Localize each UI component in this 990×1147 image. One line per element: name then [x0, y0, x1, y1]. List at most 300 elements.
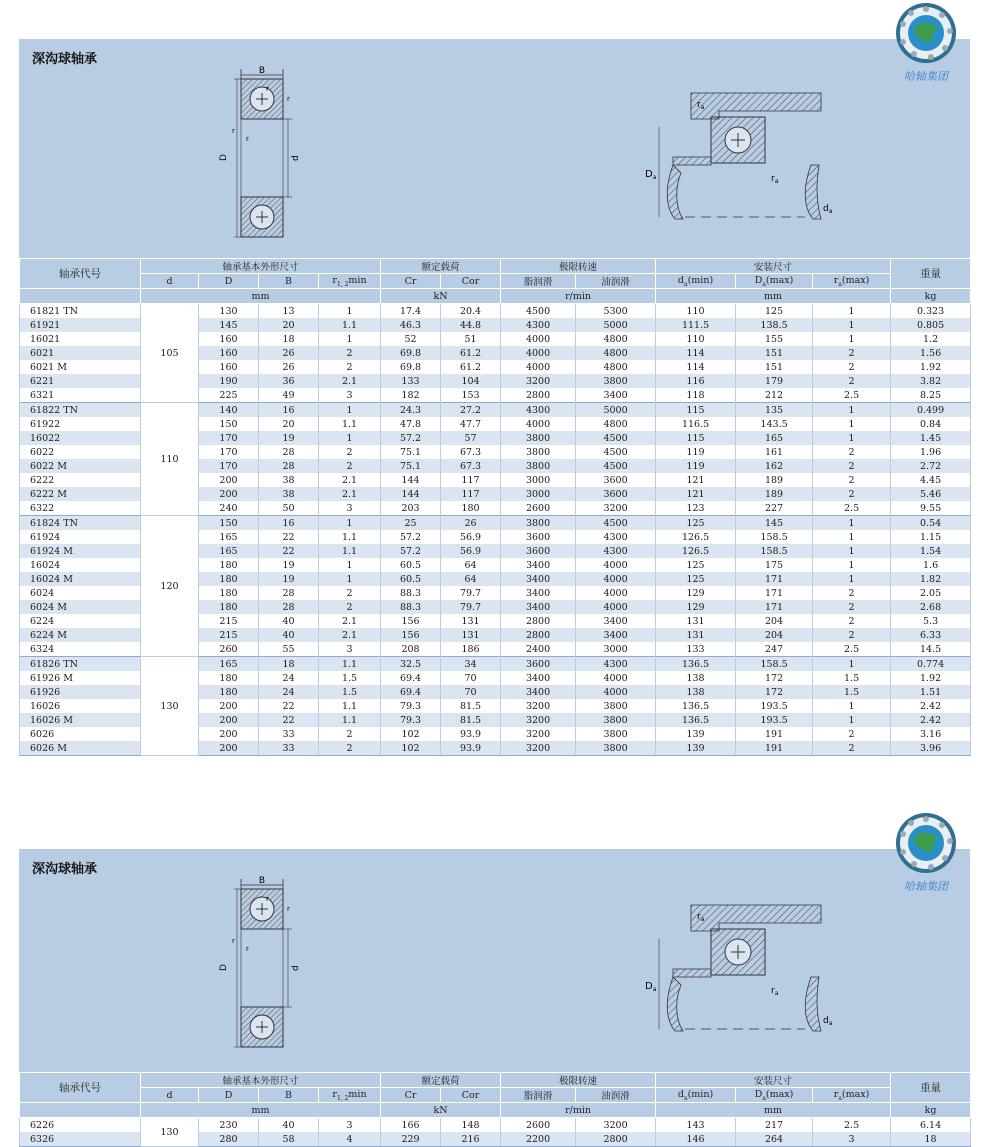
th-unit-kn: kN — [381, 289, 501, 304]
table-cell: 3200 — [501, 727, 576, 741]
table-cell: 0.84 — [891, 417, 971, 431]
table-cell: 4500 — [576, 516, 656, 531]
table-row — [20, 403, 971, 418]
table-cell: 180 — [441, 501, 501, 516]
table-cell: 3200 — [501, 699, 576, 713]
bearing-code: 61924 M — [20, 544, 141, 558]
bearing-code: 61826 TN — [20, 657, 141, 672]
brand-name-1: 哈轴集团 — [904, 70, 948, 83]
table-cell: 2 — [319, 600, 381, 614]
table-cell: 3400 — [576, 388, 656, 403]
table-cell: 2 — [813, 586, 891, 600]
th-B: B — [259, 274, 319, 289]
table-cell: 1 — [813, 713, 891, 727]
table-cell: 1.1 — [319, 699, 381, 713]
th-unit-kg-2: kg — [891, 1103, 971, 1118]
table-cell: 2 — [813, 487, 891, 501]
table-cell: 216 — [441, 1132, 501, 1147]
bearing-code: 16026 — [20, 699, 141, 713]
table-cell: 2 — [813, 628, 891, 642]
section-2-header — [19, 849, 970, 1072]
table-cell: 2 — [319, 346, 381, 360]
globe-bearing-icon — [895, 2, 957, 64]
bore-diameter: 120 — [141, 516, 199, 657]
table-cell: 64 — [441, 572, 501, 586]
table-cell: 52 — [381, 332, 441, 346]
table-cell: 4000 — [576, 558, 656, 572]
table-cell: 129 — [656, 586, 736, 600]
bearing-code: 61924 — [20, 530, 141, 544]
label-r1-left-2: r — [232, 937, 235, 945]
table-cell: 180 — [199, 685, 259, 699]
table-cell: 1.51 — [891, 685, 971, 699]
table-cell: 1 — [813, 403, 891, 418]
table-cell: 156 — [381, 614, 441, 628]
table-cell: 51 — [441, 332, 501, 346]
th-unit-kg: kg — [891, 289, 971, 304]
table-cell: 264 — [736, 1132, 813, 1147]
table-cell: 24 — [259, 671, 319, 685]
table-cell: 79.3 — [381, 699, 441, 713]
table-cell: 155 — [736, 332, 813, 346]
table-cell: 3200 — [576, 501, 656, 516]
label-da-2: $d_a$ — [823, 1016, 833, 1027]
table-cell: 20 — [259, 417, 319, 431]
table-cell: 2 — [319, 586, 381, 600]
th-oil: 油润滑 — [576, 274, 656, 289]
table-cell: 1 — [813, 431, 891, 445]
table-cell: 1.6 — [891, 558, 971, 572]
table-cell: 138 — [656, 671, 736, 685]
table-cell: 193.5 — [736, 699, 813, 713]
table-cell: 204 — [736, 614, 813, 628]
table-cell: 3 — [319, 1118, 381, 1133]
bearing-code: 6026 M — [20, 741, 141, 756]
table-cell: 1.5 — [319, 685, 381, 699]
th-Da-max: $D_a(\max)$ — [736, 274, 813, 289]
label-r2-top-2: r — [266, 895, 269, 903]
table-cell: 4.45 — [891, 473, 971, 487]
table-cell: 2 — [813, 741, 891, 756]
table-cell: 6.14 — [891, 1118, 971, 1133]
table-cell: 4800 — [576, 360, 656, 374]
label-ra-top-2: $r_a$ — [697, 912, 705, 923]
table-cell: 182 — [381, 388, 441, 403]
bearing-code: 6324 — [20, 642, 141, 657]
table-cell: 67.3 — [441, 445, 501, 459]
table-cell: 2 — [319, 741, 381, 756]
table-cell: 4000 — [576, 572, 656, 586]
label-B-2: B — [258, 876, 266, 886]
table-cell: 225 — [199, 388, 259, 403]
table-cell: 1.5 — [319, 671, 381, 685]
label-r2-left: r — [246, 135, 249, 143]
table-cell: 1.5 — [813, 671, 891, 685]
table-cell: 60.5 — [381, 558, 441, 572]
table-cell: 18 — [259, 332, 319, 346]
table-cell: 131 — [656, 614, 736, 628]
table-cell: 22 — [259, 699, 319, 713]
table-cell: 75.1 — [381, 445, 441, 459]
table-cell: 2.5 — [813, 388, 891, 403]
table-cell: 131 — [656, 628, 736, 642]
table-cell: 4500 — [576, 445, 656, 459]
table-cell: 2.5 — [813, 642, 891, 657]
table-cell: 148 — [441, 1118, 501, 1133]
label-d-2: d — [291, 965, 301, 971]
table-cell: 4000 — [576, 671, 656, 685]
bearing-code: 6024 M — [20, 600, 141, 614]
th-Da-max-2: $D_a(\max)$ — [736, 1088, 813, 1103]
table-cell: 125 — [656, 572, 736, 586]
th-cor-2: Cor — [441, 1088, 501, 1103]
table-cell: 143.5 — [736, 417, 813, 431]
table-cell: 58 — [259, 1132, 319, 1147]
table-cell: 88.3 — [381, 600, 441, 614]
th-speed-2: 极限转速 — [501, 1073, 656, 1088]
th-cr-2: Cr — [381, 1088, 441, 1103]
table-cell: 1 — [813, 530, 891, 544]
table-cell: 150 — [199, 516, 259, 531]
table-cell: 145 — [736, 516, 813, 531]
table-cell: 2.1 — [319, 614, 381, 628]
table-cell: 69.4 — [381, 685, 441, 699]
label-r1-top: r — [287, 95, 290, 103]
table-cell: 3400 — [576, 614, 656, 628]
table-cell: 28 — [259, 600, 319, 614]
table-cell: 13 — [259, 304, 319, 319]
table-cell: 3000 — [501, 487, 576, 501]
th-blank — [20, 289, 141, 304]
table-cell: 20.4 — [441, 304, 501, 319]
bearing-code: 6224 M — [20, 628, 141, 642]
bearing-code: 61821 TN — [20, 304, 141, 319]
label-r2-left-2: r — [246, 945, 249, 953]
table-cell: 3400 — [501, 572, 576, 586]
table-cell: 18 — [891, 1132, 971, 1147]
table-cell: 2400 — [501, 642, 576, 657]
table-cell: 4000 — [576, 600, 656, 614]
table-cell: 4300 — [576, 544, 656, 558]
table-cell: 27.2 — [441, 403, 501, 418]
bearing-code: 6326 — [20, 1132, 141, 1147]
table-cell: 3800 — [576, 713, 656, 727]
table-cell: 2.1 — [319, 473, 381, 487]
table-cell: 81.5 — [441, 699, 501, 713]
table-cell: 1.1 — [319, 318, 381, 332]
th-ra-max: $r_a(\max)$ — [813, 274, 891, 289]
th-mount-2: 安装尺寸 — [656, 1073, 891, 1088]
table-cell: 0.54 — [891, 516, 971, 531]
table-cell: 50 — [259, 501, 319, 516]
table-cell: 6.33 — [891, 628, 971, 642]
table-cell: 56.9 — [441, 530, 501, 544]
table-cell: 1.1 — [319, 713, 381, 727]
th-code-2: 轴承代号 — [20, 1073, 141, 1103]
table-cell: 64 — [441, 558, 501, 572]
bore-diameter: 130 — [141, 1118, 199, 1147]
table-cell: 133 — [381, 374, 441, 388]
table-cell: 119 — [656, 445, 736, 459]
table-cell: 3800 — [501, 431, 576, 445]
table-cell: 2 — [813, 459, 891, 473]
table-cell: 67.3 — [441, 459, 501, 473]
table-cell: 126.5 — [656, 544, 736, 558]
table-cell: 2800 — [501, 614, 576, 628]
th-grease: 脂润滑 — [501, 274, 576, 289]
table-cell: 110 — [656, 332, 736, 346]
label-Da: $D_a$ — [645, 169, 657, 181]
table-cell: 189 — [736, 473, 813, 487]
bearing-code: 6321 — [20, 388, 141, 403]
table-cell: 2200 — [501, 1132, 576, 1147]
table-row — [20, 657, 971, 672]
table-cell: 162 — [736, 459, 813, 473]
table-cell: 14.5 — [891, 642, 971, 657]
table-cell: 1 — [319, 516, 381, 531]
th-speed: 极限转速 — [501, 259, 656, 274]
table-cell: 170 — [199, 445, 259, 459]
table-cell: 26 — [441, 516, 501, 531]
table-cell: 102 — [381, 741, 441, 756]
table-cell: 1 — [319, 558, 381, 572]
table-cell: 3000 — [501, 473, 576, 487]
table-cell: 158.5 — [736, 530, 813, 544]
table-cell: 1 — [813, 544, 891, 558]
table-cell: 1 — [813, 318, 891, 332]
table-cell: 158.5 — [736, 657, 813, 672]
table-cell: 61.2 — [441, 346, 501, 360]
table-cell: 144 — [381, 473, 441, 487]
table-cell: 4000 — [576, 685, 656, 699]
table-cell: 116 — [656, 374, 736, 388]
section-1-header — [19, 39, 970, 258]
table-cell: 3200 — [501, 741, 576, 756]
table-cell: 129 — [656, 600, 736, 614]
table-cell: 3400 — [501, 671, 576, 685]
table-cell: 2.68 — [891, 600, 971, 614]
label-ra-bottom: $r_a$ — [771, 174, 779, 185]
table-cell: 2.1 — [319, 487, 381, 501]
label-D-2: D — [219, 964, 229, 971]
table-cell: 4800 — [576, 332, 656, 346]
table-cell: 40 — [259, 614, 319, 628]
table-cell: 203 — [381, 501, 441, 516]
bore-diameter: 110 — [141, 403, 199, 516]
bearing-table-1 — [19, 258, 971, 756]
table-cell: 0.499 — [891, 403, 971, 418]
table-cell: 2 — [319, 445, 381, 459]
table-cell: 217 — [736, 1118, 813, 1133]
table-cell: 3200 — [576, 1118, 656, 1133]
table-cell: 3600 — [501, 530, 576, 544]
table-cell: 230 — [199, 1118, 259, 1133]
table-cell: 118 — [656, 388, 736, 403]
bearing-code: 6021 M — [20, 360, 141, 374]
table-cell: 1 — [813, 516, 891, 531]
table-cell: 4300 — [576, 657, 656, 672]
label-r1-top-2: r — [287, 905, 290, 913]
table-cell: 190 — [199, 374, 259, 388]
table-cell: 116.5 — [656, 417, 736, 431]
table-cell: 20 — [259, 318, 319, 332]
table-cell: 1.15 — [891, 530, 971, 544]
table-cell: 3600 — [576, 473, 656, 487]
table-cell: 61.2 — [441, 360, 501, 374]
table-cell: 49 — [259, 388, 319, 403]
bearing-code: 16026 M — [20, 713, 141, 727]
section-1 — [19, 39, 970, 794]
table-cell: 161 — [736, 445, 813, 459]
table-cell: 123 — [656, 501, 736, 516]
table-cell: 1.82 — [891, 572, 971, 586]
table-cell: 93.9 — [441, 741, 501, 756]
table-cell: 1.2 — [891, 332, 971, 346]
label-da: $d_a$ — [823, 204, 833, 215]
table-cell: 0.774 — [891, 657, 971, 672]
table-cell: 172 — [736, 671, 813, 685]
table-cell: 2 — [813, 445, 891, 459]
bearing-code: 6022 — [20, 445, 141, 459]
table-cell: 8.25 — [891, 388, 971, 403]
table-cell: 1.1 — [319, 657, 381, 672]
table-cell: 28 — [259, 459, 319, 473]
table-cell: 5000 — [576, 403, 656, 418]
table-cell: 2.5 — [813, 501, 891, 516]
mounting-diagram — [635, 87, 845, 231]
table-cell: 135 — [736, 403, 813, 418]
th-da-min-2: $d_a(\min)$ — [656, 1088, 736, 1103]
bearing-code: 61822 TN — [20, 403, 141, 418]
table-cell: 3800 — [501, 445, 576, 459]
table-cell: 171 — [736, 572, 813, 586]
table-cell: 24 — [259, 685, 319, 699]
table-cell: 240 — [199, 501, 259, 516]
th-weight: 重量 — [891, 259, 971, 289]
table-cell: 280 — [199, 1132, 259, 1147]
table-cell: 189 — [736, 487, 813, 501]
table-cell: 2800 — [501, 388, 576, 403]
table-cell: 130 — [199, 304, 259, 319]
table-cell: 150 — [199, 417, 259, 431]
table-cell: 114 — [656, 360, 736, 374]
table-cell: 4000 — [501, 360, 576, 374]
table-cell: 81.5 — [441, 713, 501, 727]
table-cell: 139 — [656, 727, 736, 741]
bearing-code: 6021 — [20, 346, 141, 360]
table-row — [20, 516, 971, 531]
table-cell: 136.5 — [656, 713, 736, 727]
table-cell: 1.1 — [319, 530, 381, 544]
table-cell: 70 — [441, 685, 501, 699]
table-cell: 3.16 — [891, 727, 971, 741]
bearing-code: 6221 — [20, 374, 141, 388]
table-cell: 5.3 — [891, 614, 971, 628]
bearing-code: 61926 M — [20, 671, 141, 685]
table-cell: 165 — [199, 657, 259, 672]
table-cell: 22 — [259, 713, 319, 727]
bearing-code: 61921 — [20, 318, 141, 332]
table-cell: 1.1 — [319, 417, 381, 431]
section-2 — [19, 849, 970, 1145]
table-cell: 151 — [736, 346, 813, 360]
th-unit-rpm-2: r/min — [501, 1103, 656, 1118]
bearing-section-diagram — [204, 65, 304, 245]
table-cell: 2 — [319, 459, 381, 473]
table-cell: 138.5 — [736, 318, 813, 332]
table-cell: 2.1 — [319, 628, 381, 642]
table-cell: 4000 — [576, 586, 656, 600]
table-cell: 165 — [199, 544, 259, 558]
table-cell: 2800 — [576, 1132, 656, 1147]
table-cell: 121 — [656, 473, 736, 487]
th-load: 额定载荷 — [381, 259, 501, 274]
table-cell: 19 — [259, 572, 319, 586]
table-cell: 171 — [736, 600, 813, 614]
table-cell: 180 — [199, 572, 259, 586]
table-cell: 125 — [736, 304, 813, 319]
table-cell: 153 — [441, 388, 501, 403]
table-cell: 47.8 — [381, 417, 441, 431]
table-cell: 22 — [259, 544, 319, 558]
table-cell: 1.96 — [891, 445, 971, 459]
table-cell: 26 — [259, 360, 319, 374]
th-basic-dims: 轴承基本外形尺寸 — [141, 259, 381, 274]
table-cell: 165 — [199, 530, 259, 544]
table-cell: 212 — [736, 388, 813, 403]
table-cell: 1 — [813, 417, 891, 431]
table-cell: 1 — [813, 657, 891, 672]
table-cell: 79.7 — [441, 586, 501, 600]
table-cell: 3400 — [576, 628, 656, 642]
bearing-code: 16021 — [20, 332, 141, 346]
table-cell: 19 — [259, 431, 319, 445]
label-Da-2: $D_a$ — [645, 981, 657, 993]
table-cell: 191 — [736, 727, 813, 741]
table-cell: 4300 — [576, 530, 656, 544]
table-cell: 170 — [199, 459, 259, 473]
table-cell: 16 — [259, 516, 319, 531]
table-cell: 166 — [381, 1118, 441, 1133]
table-cell: 3400 — [501, 685, 576, 699]
bearing-code: 6024 — [20, 586, 141, 600]
label-B: B — [258, 66, 266, 76]
table-cell: 34 — [441, 657, 501, 672]
table-cell: 60.5 — [381, 572, 441, 586]
table-cell: 4300 — [501, 318, 576, 332]
bearing-code: 6224 — [20, 614, 141, 628]
th-d: d — [141, 274, 199, 289]
table-cell: 36 — [259, 374, 319, 388]
table-cell: 38 — [259, 473, 319, 487]
th-weight-2: 重量 — [891, 1073, 971, 1103]
table-cell: 0.805 — [891, 318, 971, 332]
label-r2-top: r — [266, 85, 269, 93]
th-load-2: 额定载荷 — [381, 1073, 501, 1088]
table-cell: 131 — [441, 628, 501, 642]
table-cell: 1 — [813, 332, 891, 346]
table-cell: 125 — [656, 558, 736, 572]
bearing-code: 61824 TN — [20, 516, 141, 531]
table-cell: 180 — [199, 558, 259, 572]
th-cr: Cr — [381, 274, 441, 289]
table-cell: 79.7 — [441, 600, 501, 614]
bearing-code: 61922 — [20, 417, 141, 431]
th-r12-2: $r_{1, 2}\min$ — [319, 1088, 381, 1103]
table-cell: 44.8 — [441, 318, 501, 332]
table-cell: 2.05 — [891, 586, 971, 600]
th-d-2: d — [141, 1088, 199, 1103]
